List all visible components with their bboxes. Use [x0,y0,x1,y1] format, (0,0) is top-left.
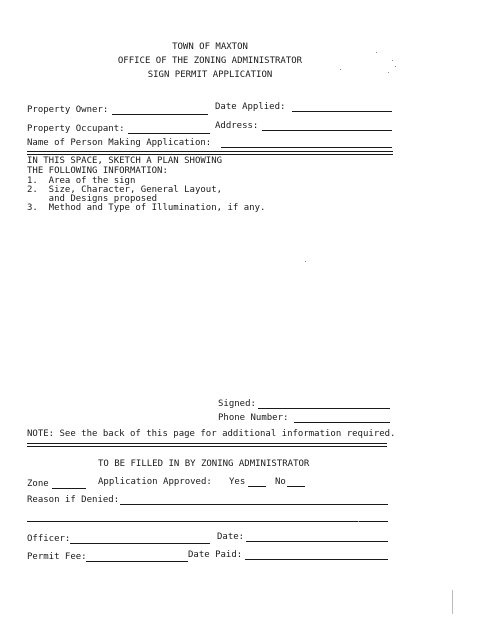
date-applied-field[interactable] [292,111,392,112]
property-occupant-field[interactable] [128,133,210,134]
property-occupant-label: Property Occupant: [27,124,125,134]
property-owner-field[interactable] [112,114,208,115]
officer-date-label: Date: [217,532,245,542]
zone-label: Zone [27,479,49,489]
permit-fee-label: Permit Fee: [27,552,87,562]
sketch-item-2-cont: and Designs proposed [27,194,158,204]
sketch-intro-line-1: IN THIS SPACE, SKETCH A PLAN SHOWING [27,156,223,166]
phone-number-field[interactable] [294,422,390,423]
signed-label: Signed: [218,399,256,409]
scan-speck [388,72,389,73]
reason-denied-label: Reason if Denied: [27,495,120,505]
approved-no-label: No [275,477,286,487]
address-field[interactable] [262,130,392,131]
date-paid-label: Date Paid: [188,550,243,560]
scan-edge-mark [452,590,453,614]
phone-number-label: Phone Number: [218,413,289,423]
admin-heading: TO BE FILLED IN BY ZONING ADMINISTRATOR [98,459,310,469]
sketch-item-2: 2. Size, Character, General Layout, [27,185,223,195]
approved-no-field[interactable] [287,486,305,487]
scan-speck [340,69,341,70]
note-text: NOTE: See the back of this page for additional information required. [27,429,396,439]
date-applied-label: Date Applied: [215,102,286,112]
applicant-name-label: Name of Person Making Application: [27,138,212,148]
officer-date-field[interactable] [246,541,388,542]
officer-label: Officer: [27,534,71,544]
form-title: SIGN PERMIT APPLICATION [147,70,273,80]
reason-denied-field[interactable] [120,504,388,505]
office-name: OFFICE OF THE ZONING ADMINISTRATOR [117,56,303,66]
signed-field[interactable] [258,408,390,409]
sketch-item-3: 3. Method and Type of Illumination, if any. [27,203,266,213]
address-label: Address: [215,121,259,131]
application-approved-label: Application Approved: [98,477,212,487]
note-rule-bottom [27,446,387,447]
approved-yes-label: Yes [229,477,246,487]
scan-speck [395,66,396,67]
officer-field[interactable] [70,543,210,544]
permit-fee-field[interactable] [86,561,188,562]
note-rule-top [27,443,387,444]
property-owner-label: Property Owner: [27,105,109,115]
scan-speck [392,60,393,61]
sketch-item-1: 1. Area of the sign [27,176,136,186]
scan-speck [305,261,306,262]
date-paid-field[interactable] [245,559,388,560]
divider-rule-bottom [27,154,393,155]
applicant-name-field[interactable] [221,147,392,148]
scan-speck [376,52,377,53]
reason-denied-field-line-2[interactable] [27,521,388,522]
sketch-area[interactable] [27,218,393,388]
town-name: TOWN OF MAXTON [172,42,248,52]
sketch-intro-line-2: THE FOLLOWING INFORMATION: [27,166,168,176]
zone-field[interactable] [52,488,86,489]
divider-rule-top [27,151,393,152]
scan-speck [358,521,359,522]
approved-yes-field[interactable] [248,486,266,487]
